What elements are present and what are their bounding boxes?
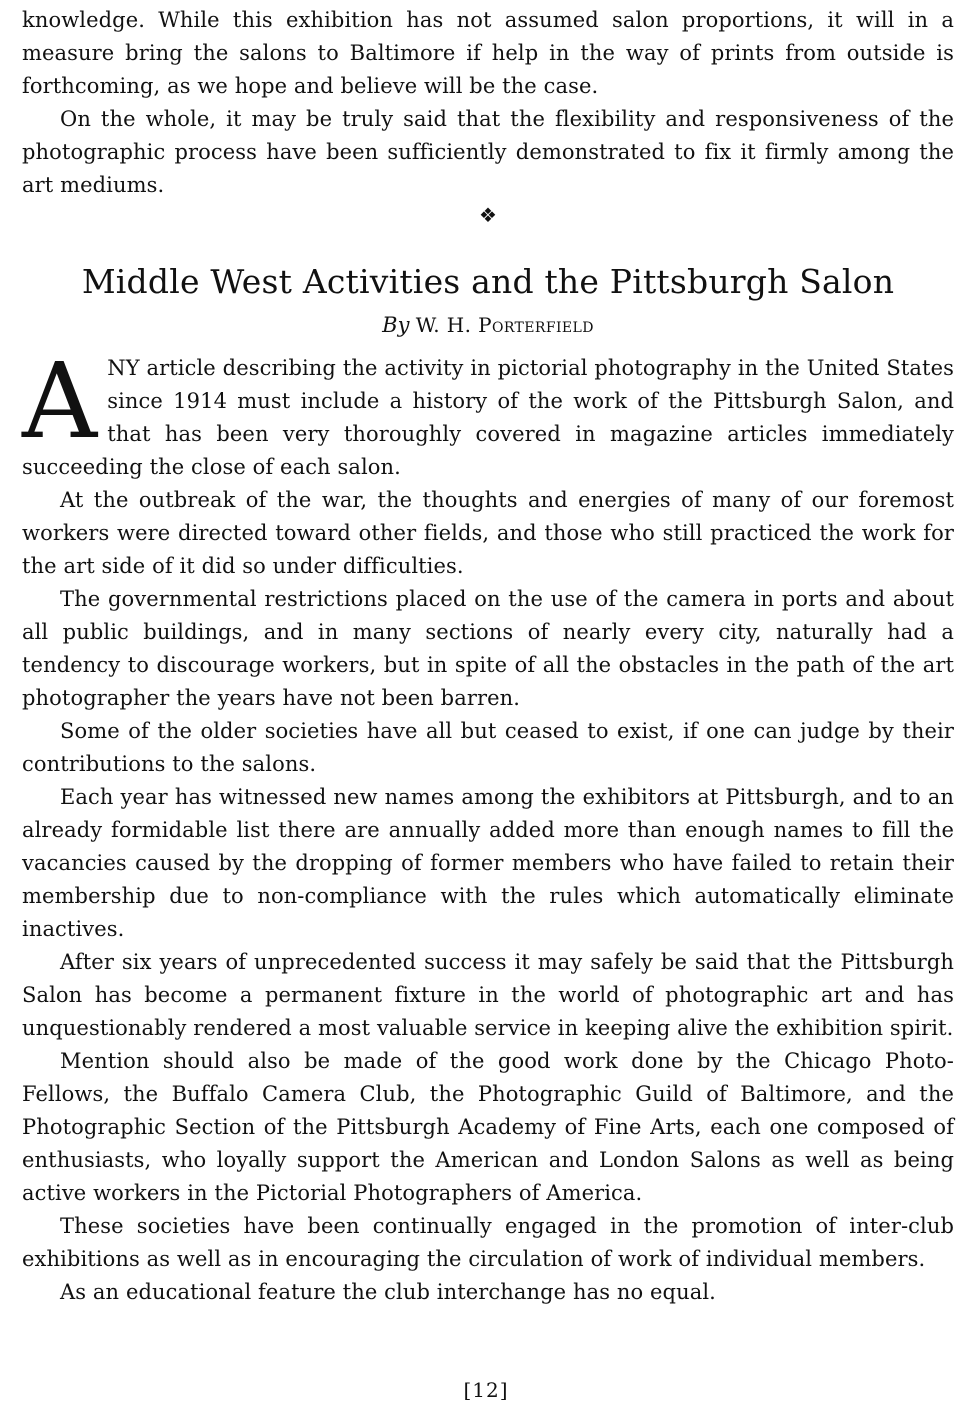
intro-paragraph-1: knowledge. While this exhibition has not assumed salon proportions, it will in a measure bring the salons to Baltimore if help in the way of prints from outside is forthcoming, as we hope and believe will be the case. [22,8,954,98]
byline-author: W. H. Porterfield [415,313,594,337]
article-title: Middle West Activities and the Pittsburgh Salon [81,262,895,301]
article-paragraph-1-text: NY article describing the activity in pictorial photography in the United States since 1914 must include a history of the work of the Pittsburgh Salon, and that has been very thoroughly covered in magazine articles immediately succeeding the close of each salon. [22,356,954,479]
article-paragraph-9: As an educational feature the club interchange has no equal. [60,1280,716,1304]
drop-cap: A [22,340,98,462]
article-paragraph-5: Each year has witnessed new names among the exhibitors at Pittsburgh, and to an already formidable list there are annually added more than enough names to fill the vacancies caused by the dropping of former members who have failed to retain their membership due to non-compliance with the rules which automatically eliminate inactives. [22,785,954,941]
byline-by: By [382,313,410,337]
article-body [22,340,954,1309]
article-paragraph-1 [22,340,954,484]
article-paragraph-7: Mention should also be made of the good work done by the Chicago Photo-Fellows, the Buffalo Camera Club, the Photographic Guild of Baltimore, and the Photographic Section of the Pittsburgh Academy of Fine Arts, each one composed of enthusiasts, who loyally support the American and London Salons as well as being active workers in the Pictorial Photographers of America. [22,1049,954,1205]
page-number: [12] [463,1378,509,1402]
article-paragraph-2: At the outbreak of the war, the thoughts and energies of many of our foremost workers were directed toward other fields, and those who still practiced the work for the art side of it did so under difficulties. [22,488,954,578]
article-paragraph-8: These societies have been continually engaged in the promotion of inter-club exhibitions as well as in encouraging the circulation of work of individual members. [22,1214,954,1271]
article-paragraph-6: After six years of unprecedented success it may safely be said that the Pittsburgh Salon has become a permanent fixture in the world of photographic art and has unquestionably rendered a most valuable service in keeping alive the exhibition spirit. [22,950,954,1040]
byline [22,312,954,338]
page-content [22,4,954,1309]
article-paragraph-4: Some of the older societies have all but ceased to exist, if one can judge by their contributions to the salons. [22,719,954,776]
article-paragraph-3: The governmental restrictions placed on the use of the camera in ports and about all public buildings, and in many sections of nearly every city, naturally had a tendency to discourage workers, but in spite of all the obstacles in the path of the art photographer the years have not been barren. [22,587,954,710]
ornament-icon: ❖ [479,203,497,227]
intro-paragraph-2: On the whole, it may be truly said that the flexibility and responsiveness of the photographic process have been sufficiently demonstrated to fix it firmly among the art mediums. [22,107,954,197]
